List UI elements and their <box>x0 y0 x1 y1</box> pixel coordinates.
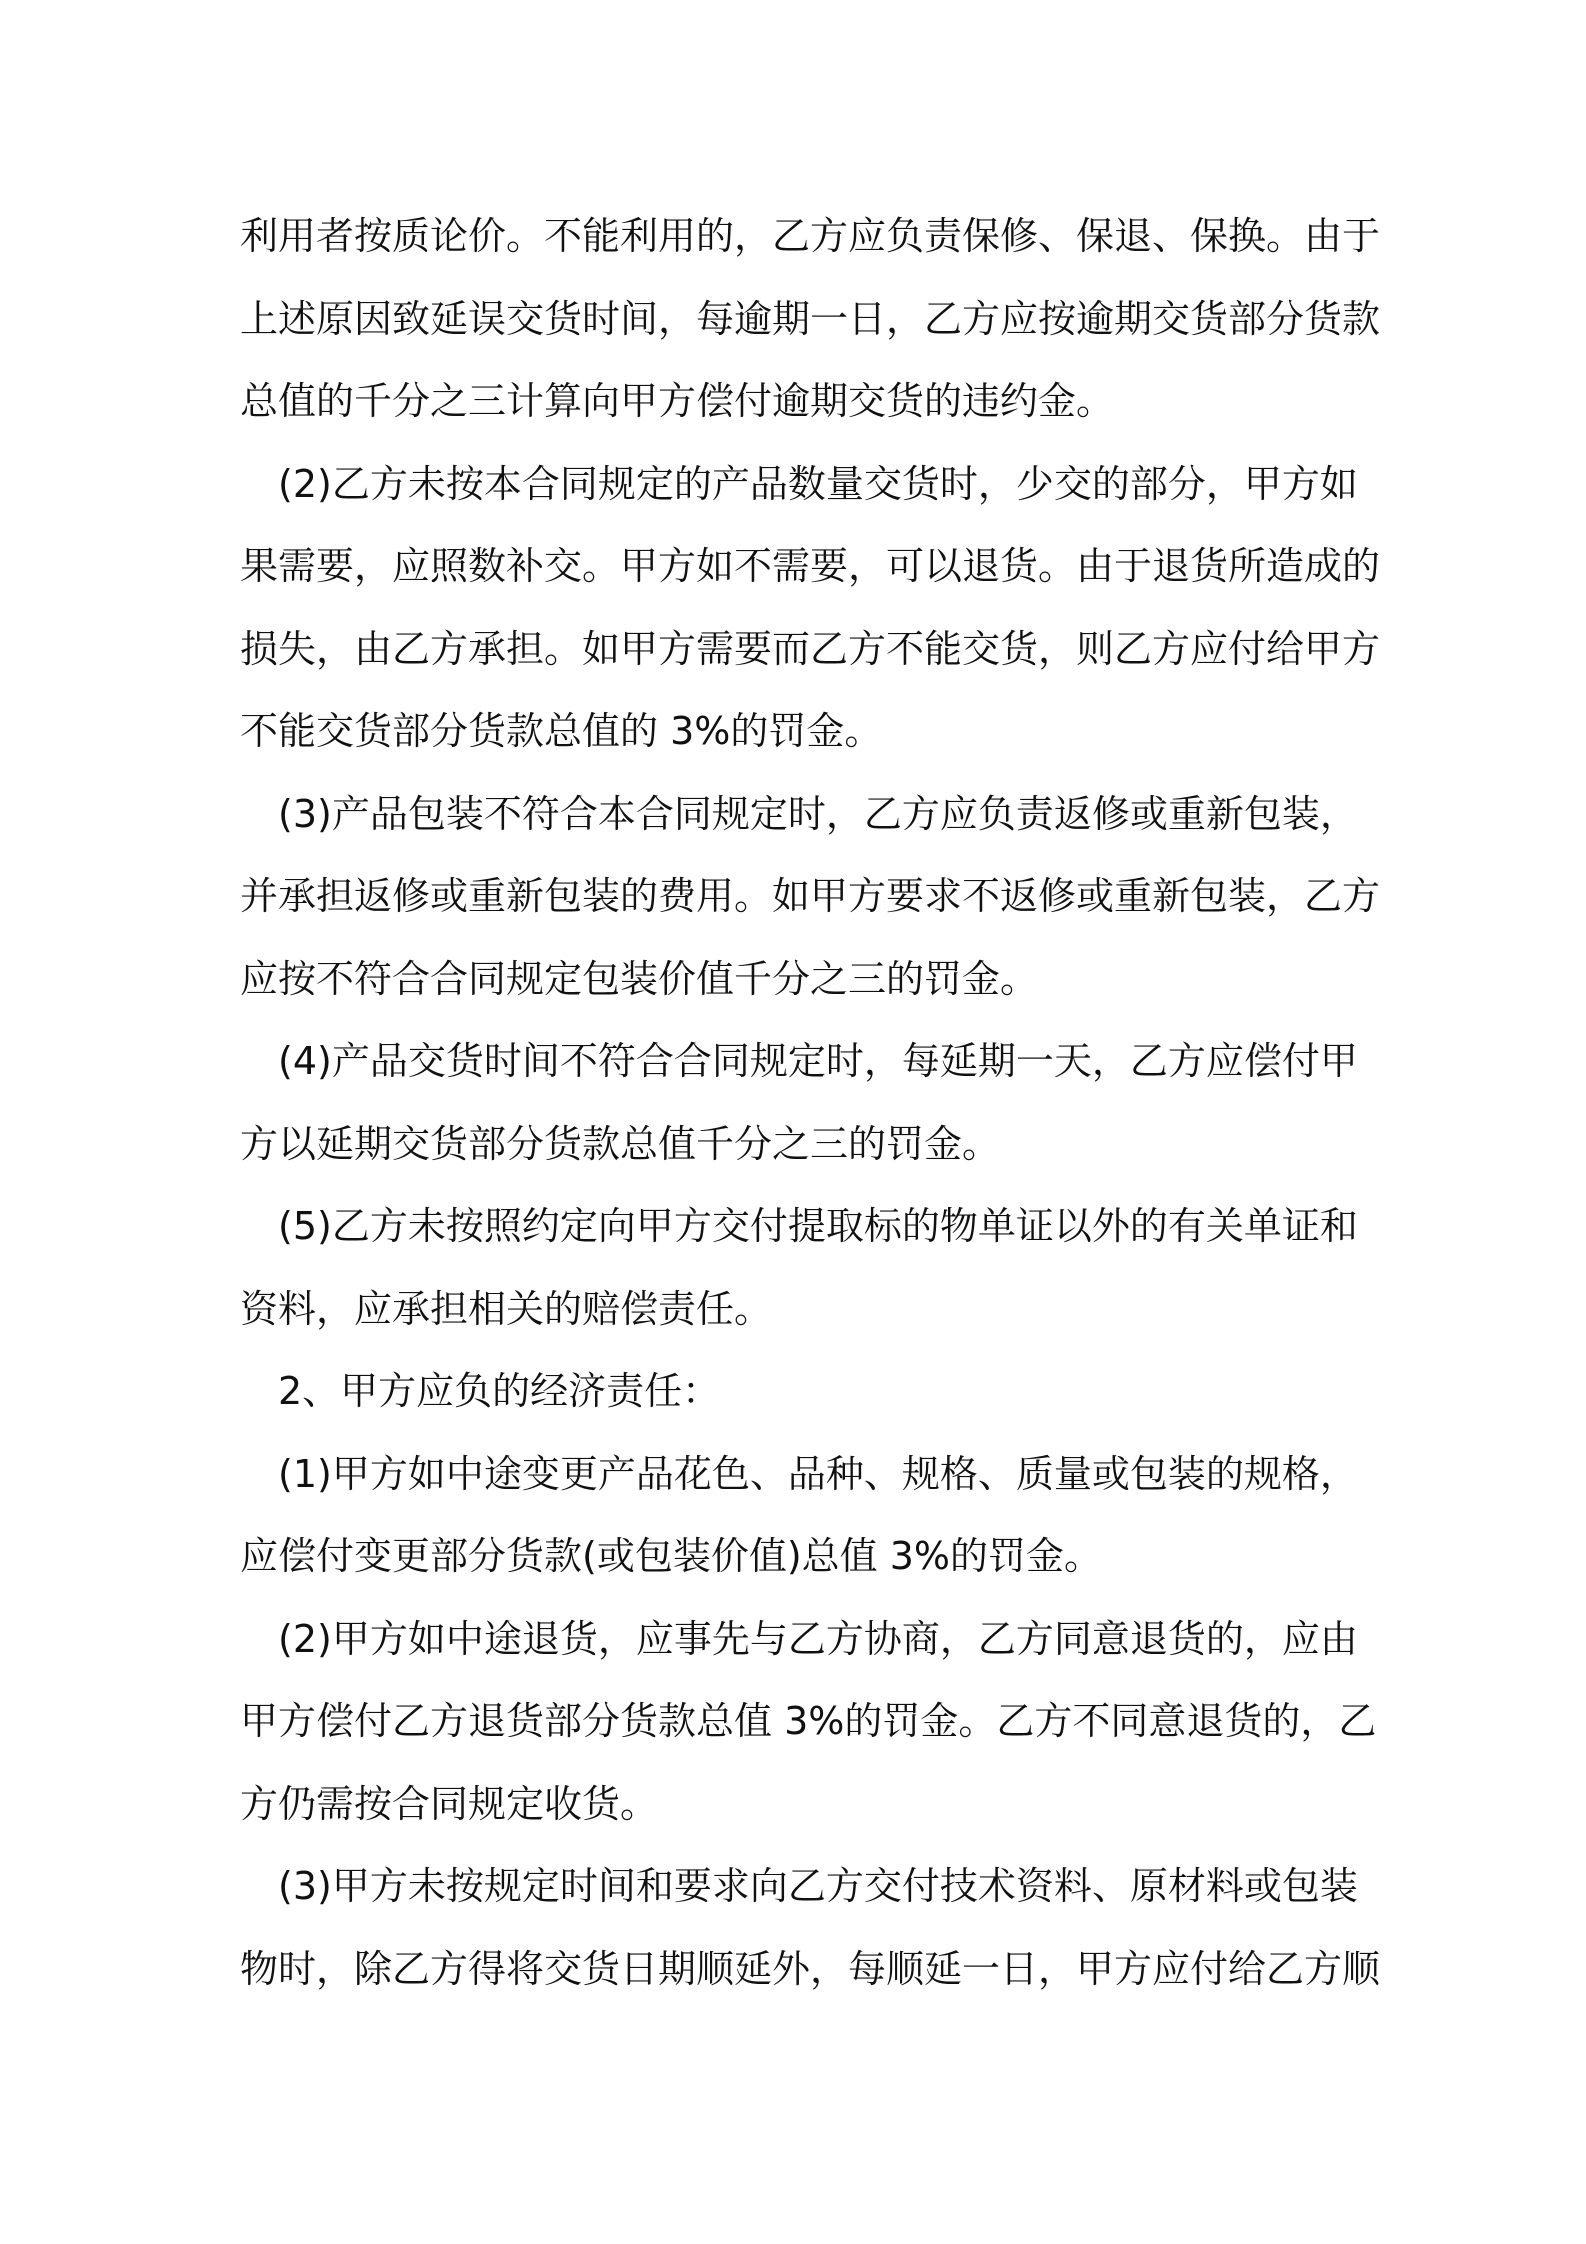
text-line: (5)乙方未按照约定向甲方交付提取标的物单证以外的有关单证和 <box>278 1204 1358 1248</box>
text-line: (1)甲方如中途变更产品花色、品种、规格、质量或包装的规格， <box>278 1451 1358 1496</box>
text-line: (2)甲方如中途退货，应事先与乙方协商，乙方同意退货的，应由 <box>278 1616 1358 1661</box>
text-line: (3)甲方未按规定时间和要求向乙方交付技术资料、原材料或包装 <box>278 1864 1358 1908</box>
text-line: 物时，除乙方得将交货日期顺延外，每顺延一日，甲方应付给乙方顺 <box>240 1946 1381 1991</box>
text-line: 方仍需按合同规定收货。 <box>240 1781 659 1826</box>
text-line: (4)产品交货时间不符合合同规定时，每延期一天，乙方应偿付甲 <box>278 1039 1358 1083</box>
document-body <box>240 195 1381 2010</box>
text-line: 损失，由乙方承担。如甲方需要而乙方不能交货，则乙方应付给甲方 <box>240 626 1381 671</box>
text-line: (3)产品包装不符合本合同规定时，乙方应负责返修或重新包装， <box>278 791 1358 836</box>
section-heading: 2、甲方应负的经济责任： <box>278 1369 721 1413</box>
text-line: 不能交货部分货款总值的 3%的罚金。 <box>240 709 883 753</box>
text-line: 资料，应承担相关的赔偿责任。 <box>240 1286 773 1331</box>
text-line: (2)乙方未按本合同规定的产品数量交货时，少交的部分，甲方如 <box>278 461 1358 506</box>
text-line: 应偿付变更部分货款(或包装价值)总值 3%的罚金。 <box>240 1534 1103 1578</box>
text-line: 并承担返修或重新包装的费用。如甲方要求不返修或重新包装，乙方 <box>240 874 1381 918</box>
text-line: 利用者按质论价。不能利用的，乙方应负责保修、保退、保换。由于 <box>240 214 1381 258</box>
text-line: 总值的千分之三计算向甲方偿付逾期交货的违约金。 <box>240 379 1115 423</box>
text-line: 方以延期交货部分货款总值千分之三的罚金。 <box>240 1121 1001 1166</box>
text-line: 甲方偿付乙方退货部分货款总值 3%的罚金。乙方不同意退货的，乙 <box>240 1699 1377 1743</box>
text-line: 上述原因致延误交货时间，每逾期一日，乙方应按逾期交货部分货款 <box>240 296 1381 341</box>
text-line: 应按不符合合同规定包装价值千分之三的罚金。 <box>240 956 1039 1001</box>
text-line: 果需要，应照数补交。甲方如不需要，可以退货。由于退货所造成的 <box>240 544 1381 588</box>
